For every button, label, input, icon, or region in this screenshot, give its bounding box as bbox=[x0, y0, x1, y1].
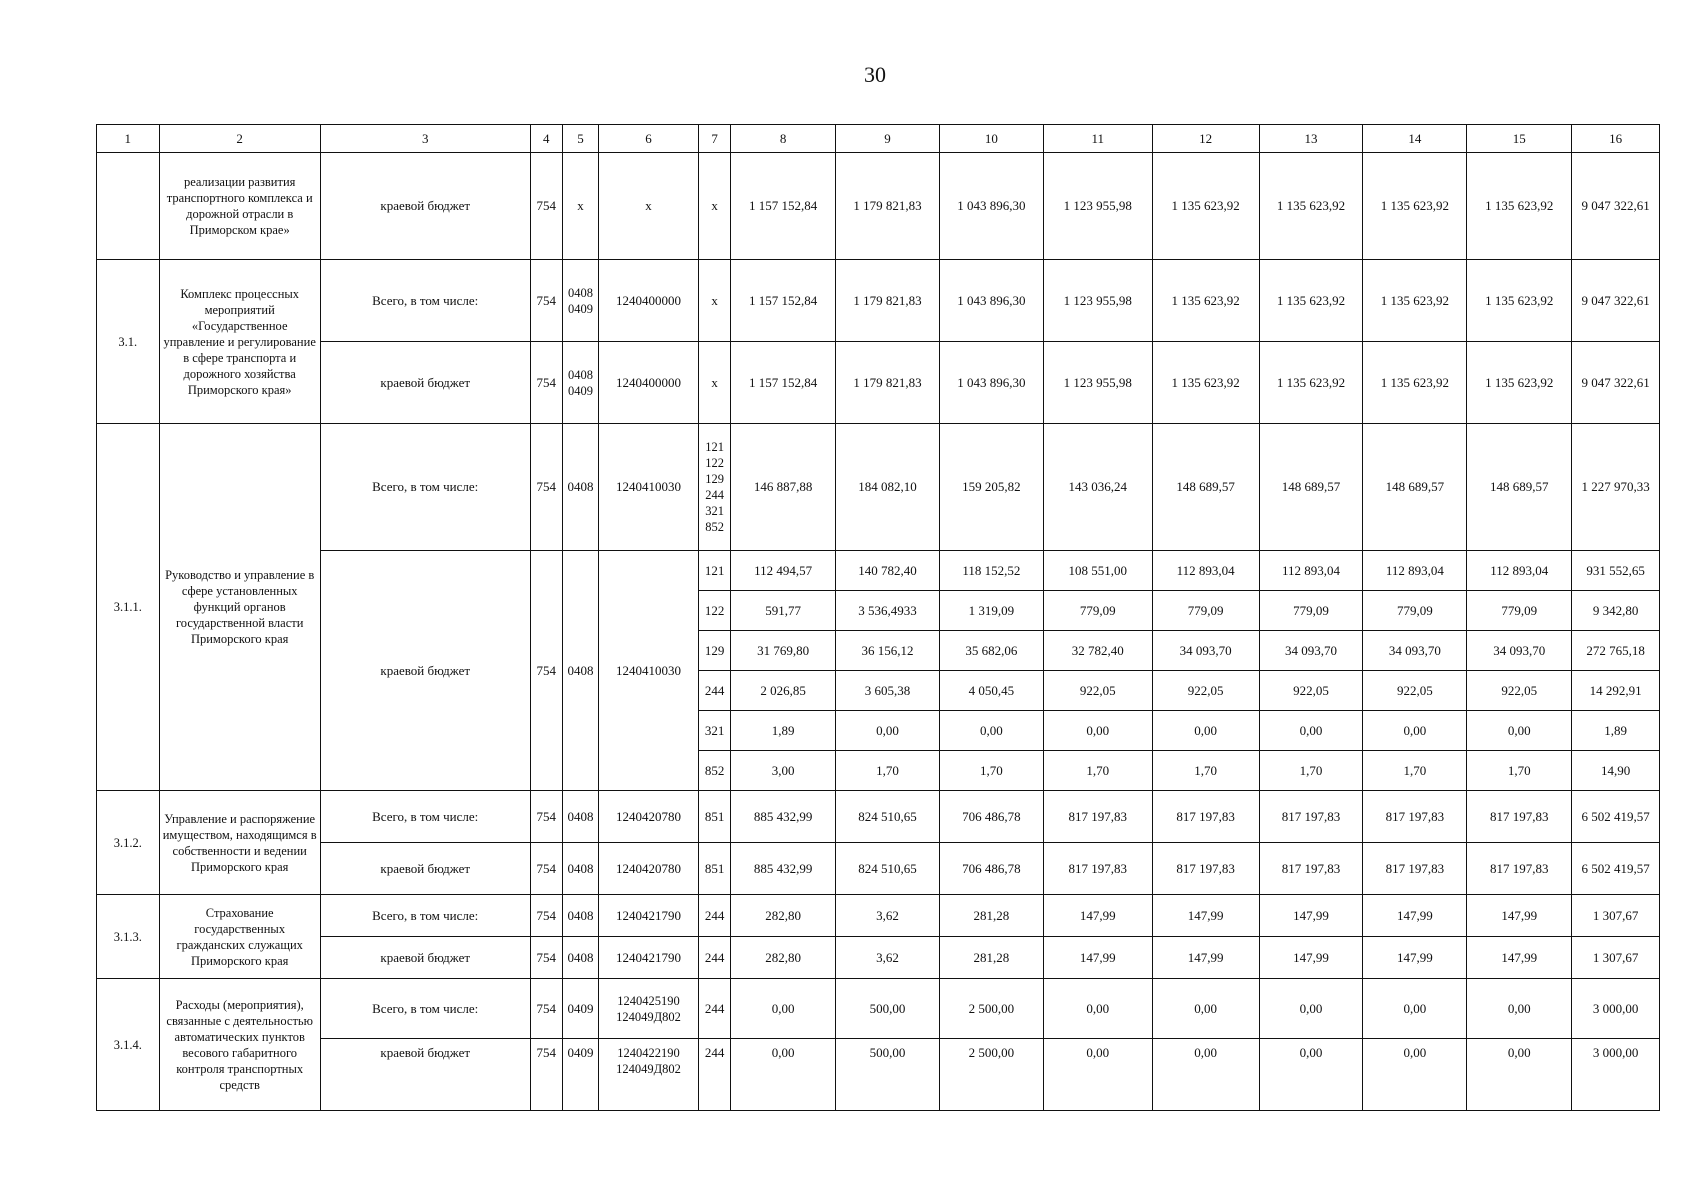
code-cell: 852 bbox=[698, 751, 730, 791]
value-cell: 817 197,83 bbox=[1467, 843, 1572, 895]
value-cell: 14,90 bbox=[1572, 751, 1660, 791]
funding-source: Всего, в том числе: bbox=[320, 424, 530, 551]
value-cell: 1 135 623,92 bbox=[1363, 342, 1467, 424]
funding-source: краевой бюджет bbox=[320, 153, 530, 260]
value-cell: 34 093,70 bbox=[1363, 631, 1467, 671]
value-cell: 1 319,09 bbox=[939, 591, 1043, 631]
value-cell: 0,00 bbox=[731, 979, 836, 1039]
code-cell: 121 bbox=[698, 551, 730, 591]
table-row bbox=[97, 895, 1660, 937]
table-row bbox=[97, 551, 1660, 591]
value-cell: 824 510,65 bbox=[836, 843, 940, 895]
value-cell: 0,00 bbox=[836, 711, 940, 751]
code-cell: 0408 bbox=[562, 424, 598, 551]
code-cell: 754 bbox=[530, 1039, 562, 1111]
header-cell: 7 bbox=[698, 125, 730, 153]
code-cell: 244 bbox=[698, 979, 730, 1039]
value-cell: 817 197,83 bbox=[1259, 791, 1363, 843]
code-cell: х bbox=[698, 260, 730, 342]
table-row bbox=[97, 260, 1660, 342]
header-cell: 14 bbox=[1363, 125, 1467, 153]
header-cell: 5 bbox=[562, 125, 598, 153]
value-cell: 0,00 bbox=[1152, 711, 1259, 751]
value-cell: 147,99 bbox=[1363, 895, 1467, 937]
value-cell: 118 152,52 bbox=[939, 551, 1043, 591]
value-cell: 1 135 623,92 bbox=[1467, 260, 1572, 342]
value-cell: 147,99 bbox=[1259, 937, 1363, 979]
code-cell: х bbox=[599, 153, 699, 260]
value-cell: 4 050,45 bbox=[939, 671, 1043, 711]
value-cell: 3 000,00 bbox=[1572, 1039, 1660, 1111]
value-cell: 0,00 bbox=[1152, 979, 1259, 1039]
value-cell: 1 135 623,92 bbox=[1259, 260, 1363, 342]
value-cell: 779,09 bbox=[1152, 591, 1259, 631]
program-name: Комплекс процессных мероприятий «Государственное управление и регулирование в сфере транспорта и дорожного хозяйства Приморского края» bbox=[159, 260, 320, 424]
code-cell: 754 bbox=[530, 895, 562, 937]
funding-source: краевой бюджет bbox=[320, 342, 530, 424]
value-cell: 2 500,00 bbox=[939, 1039, 1043, 1111]
code-cell: х bbox=[698, 342, 730, 424]
value-cell: 922,05 bbox=[1259, 671, 1363, 711]
value-cell: 1 043 896,30 bbox=[939, 342, 1043, 424]
value-cell: 1 307,67 bbox=[1572, 895, 1660, 937]
value-cell: 0,00 bbox=[1363, 711, 1467, 751]
value-cell: 1,89 bbox=[1572, 711, 1660, 751]
row-index: 3.1.3. bbox=[97, 895, 160, 979]
table-row bbox=[97, 979, 1660, 1039]
value-cell: 824 510,65 bbox=[836, 791, 940, 843]
value-cell: 922,05 bbox=[1363, 671, 1467, 711]
value-cell: 1 135 623,92 bbox=[1152, 260, 1259, 342]
table-row bbox=[97, 937, 1660, 979]
value-cell: 817 197,83 bbox=[1363, 791, 1467, 843]
code-cell: 1240400000 bbox=[599, 342, 699, 424]
value-cell: 500,00 bbox=[836, 1039, 940, 1111]
value-cell: 9 047 322,61 bbox=[1572, 260, 1660, 342]
header-row bbox=[97, 125, 1660, 153]
value-cell: 817 197,83 bbox=[1467, 791, 1572, 843]
value-cell: 112 893,04 bbox=[1259, 551, 1363, 591]
code-cell: 754 bbox=[530, 551, 562, 791]
value-cell: 14 292,91 bbox=[1572, 671, 1660, 711]
code-cell: 1240425190 124049Д802 bbox=[599, 979, 699, 1039]
value-cell: 922,05 bbox=[1043, 671, 1152, 711]
value-cell: 1 135 623,92 bbox=[1152, 342, 1259, 424]
value-cell: 817 197,83 bbox=[1043, 791, 1152, 843]
value-cell: 931 552,65 bbox=[1572, 551, 1660, 591]
value-cell: 1 179 821,83 bbox=[836, 342, 940, 424]
value-cell: 1 135 623,92 bbox=[1363, 260, 1467, 342]
code-cell: 1240421790 bbox=[599, 937, 699, 979]
program-name: Руководство и управление в сфере установленных функций органов государственной власти Приморского края bbox=[159, 424, 320, 791]
funding-source: краевой бюджет bbox=[320, 1039, 530, 1111]
value-cell: 3 536,4933 bbox=[836, 591, 940, 631]
code-cell: 851 bbox=[698, 843, 730, 895]
value-cell: 0,00 bbox=[939, 711, 1043, 751]
value-cell: 3,62 bbox=[836, 895, 940, 937]
value-cell: 1,70 bbox=[1259, 751, 1363, 791]
code-cell: 754 bbox=[530, 937, 562, 979]
value-cell: 147,99 bbox=[1467, 937, 1572, 979]
value-cell: 1,70 bbox=[1152, 751, 1259, 791]
header-cell: 8 bbox=[731, 125, 836, 153]
value-cell: 147,99 bbox=[1043, 937, 1152, 979]
page-number: 30 bbox=[864, 62, 886, 87]
value-cell: 922,05 bbox=[1467, 671, 1572, 711]
value-cell: 706 486,78 bbox=[939, 791, 1043, 843]
value-cell: 1 135 623,92 bbox=[1259, 153, 1363, 260]
funding-source: Всего, в том числе: bbox=[320, 979, 530, 1039]
value-cell: 3 605,38 bbox=[836, 671, 940, 711]
code-cell: 1240422190 124049Д802 bbox=[599, 1039, 699, 1111]
value-cell: 1,70 bbox=[836, 751, 940, 791]
header-cell: 3 bbox=[320, 125, 530, 153]
code-cell: 1240420780 bbox=[599, 791, 699, 843]
value-cell: 31 769,80 bbox=[731, 631, 836, 671]
value-cell: 148 689,57 bbox=[1259, 424, 1363, 551]
code-cell: 754 bbox=[530, 153, 562, 260]
value-cell: 1 307,67 bbox=[1572, 937, 1660, 979]
value-cell: 0,00 bbox=[1152, 1039, 1259, 1111]
value-cell: 1 179 821,83 bbox=[836, 153, 940, 260]
code-cell: 0408 bbox=[562, 937, 598, 979]
value-cell: 9 342,80 bbox=[1572, 591, 1660, 631]
value-cell: 6 502 419,57 bbox=[1572, 843, 1660, 895]
table-row bbox=[97, 843, 1660, 895]
value-cell: 112 893,04 bbox=[1152, 551, 1259, 591]
value-cell: 817 197,83 bbox=[1152, 791, 1259, 843]
table-row bbox=[97, 424, 1660, 551]
value-cell: 112 494,57 bbox=[731, 551, 836, 591]
value-cell: 143 036,24 bbox=[1043, 424, 1152, 551]
value-cell: 0,00 bbox=[1467, 1039, 1572, 1111]
code-cell: 244 bbox=[698, 895, 730, 937]
value-cell: 272 765,18 bbox=[1572, 631, 1660, 671]
value-cell: 706 486,78 bbox=[939, 843, 1043, 895]
funding-source: Всего, в том числе: bbox=[320, 260, 530, 342]
value-cell: 817 197,83 bbox=[1152, 843, 1259, 895]
value-cell: 0,00 bbox=[1467, 711, 1572, 751]
code-cell: 244 bbox=[698, 1039, 730, 1111]
code-cell: 754 bbox=[530, 424, 562, 551]
code-cell: 754 bbox=[530, 260, 562, 342]
value-cell: 282,80 bbox=[731, 895, 836, 937]
code-cell: 0408 bbox=[562, 895, 598, 937]
value-cell: 1,89 bbox=[731, 711, 836, 751]
program-name: реализации развития транспортного комплекса и дорожной отрасли в Приморском крае» bbox=[159, 153, 320, 260]
value-cell: 0,00 bbox=[1043, 1039, 1152, 1111]
code-cell: 754 bbox=[530, 979, 562, 1039]
value-cell: 779,09 bbox=[1259, 591, 1363, 631]
code-cell: 129 bbox=[698, 631, 730, 671]
value-cell: 1,70 bbox=[939, 751, 1043, 791]
code-cell: 0409 bbox=[562, 1039, 598, 1111]
value-cell: 0,00 bbox=[1043, 979, 1152, 1039]
value-cell: 817 197,83 bbox=[1043, 843, 1152, 895]
value-cell: 148 689,57 bbox=[1152, 424, 1259, 551]
value-cell: 0,00 bbox=[1259, 1039, 1363, 1111]
value-cell: 0,00 bbox=[1043, 711, 1152, 751]
value-cell: 779,09 bbox=[1467, 591, 1572, 631]
value-cell: 281,28 bbox=[939, 895, 1043, 937]
value-cell: 1 135 623,92 bbox=[1467, 153, 1572, 260]
code-cell: 122 bbox=[698, 591, 730, 631]
value-cell: 1 157 152,84 bbox=[731, 342, 836, 424]
code-cell: 754 bbox=[530, 342, 562, 424]
value-cell: 2 026,85 bbox=[731, 671, 836, 711]
value-cell: 34 093,70 bbox=[1467, 631, 1572, 671]
value-cell: 9 047 322,61 bbox=[1572, 342, 1660, 424]
value-cell: 885 432,99 bbox=[731, 791, 836, 843]
code-cell: 121 122 129 244 321 852 bbox=[698, 424, 730, 551]
code-cell: 1240400000 bbox=[599, 260, 699, 342]
value-cell: 6 502 419,57 bbox=[1572, 791, 1660, 843]
table-row bbox=[97, 153, 1660, 260]
value-cell: 1 157 152,84 bbox=[731, 153, 836, 260]
value-cell: 148 689,57 bbox=[1363, 424, 1467, 551]
value-cell: 817 197,83 bbox=[1259, 843, 1363, 895]
value-cell: 1 227 970,33 bbox=[1572, 424, 1660, 551]
code-cell: 244 bbox=[698, 937, 730, 979]
value-cell: 1 043 896,30 bbox=[939, 153, 1043, 260]
value-cell: 817 197,83 bbox=[1363, 843, 1467, 895]
code-cell: 321 bbox=[698, 711, 730, 751]
value-cell: 3,00 bbox=[731, 751, 836, 791]
funding-source: краевой бюджет bbox=[320, 551, 530, 791]
code-cell: 0408 bbox=[562, 551, 598, 791]
code-cell: 0408 0409 bbox=[562, 342, 598, 424]
code-cell: 0408 bbox=[562, 791, 598, 843]
value-cell: 34 093,70 bbox=[1259, 631, 1363, 671]
value-cell: 35 682,06 bbox=[939, 631, 1043, 671]
budget-table bbox=[96, 124, 1660, 1111]
value-cell: 1 043 896,30 bbox=[939, 260, 1043, 342]
code-cell: 1240410030 bbox=[599, 551, 699, 791]
value-cell: 32 782,40 bbox=[1043, 631, 1152, 671]
funding-source: Всего, в том числе: bbox=[320, 895, 530, 937]
code-cell: 754 bbox=[530, 791, 562, 843]
value-cell: 36 156,12 bbox=[836, 631, 940, 671]
value-cell: 1 123 955,98 bbox=[1043, 342, 1152, 424]
value-cell: 0,00 bbox=[731, 1039, 836, 1111]
code-cell: 1240420780 bbox=[599, 843, 699, 895]
value-cell: 148 689,57 bbox=[1467, 424, 1572, 551]
value-cell: 3 000,00 bbox=[1572, 979, 1660, 1039]
row-index: 3.1.1. bbox=[97, 424, 160, 791]
code-cell: х bbox=[562, 153, 598, 260]
header-cell: 2 bbox=[159, 125, 320, 153]
header-cell: 10 bbox=[939, 125, 1043, 153]
value-cell: 0,00 bbox=[1363, 1039, 1467, 1111]
value-cell: 147,99 bbox=[1152, 895, 1259, 937]
value-cell: 1,70 bbox=[1363, 751, 1467, 791]
code-cell: 0409 bbox=[562, 979, 598, 1039]
code-cell: 0408 0409 bbox=[562, 260, 598, 342]
value-cell: 159 205,82 bbox=[939, 424, 1043, 551]
header-cell: 4 bbox=[530, 125, 562, 153]
header-cell: 9 bbox=[836, 125, 940, 153]
value-cell: 281,28 bbox=[939, 937, 1043, 979]
funding-source: Всего, в том числе: bbox=[320, 791, 530, 843]
table-row bbox=[97, 342, 1660, 424]
value-cell: 282,80 bbox=[731, 937, 836, 979]
code-cell: 1240410030 bbox=[599, 424, 699, 551]
value-cell: 1 179 821,83 bbox=[836, 260, 940, 342]
value-cell: 1,70 bbox=[1467, 751, 1572, 791]
value-cell: 112 893,04 bbox=[1363, 551, 1467, 591]
value-cell: 1 135 623,92 bbox=[1467, 342, 1572, 424]
value-cell: 0,00 bbox=[1259, 711, 1363, 751]
row-index: 3.1. bbox=[97, 260, 160, 424]
row-index: 3.1.4. bbox=[97, 979, 160, 1111]
header-cell: 1 bbox=[97, 125, 160, 153]
value-cell: 147,99 bbox=[1363, 937, 1467, 979]
value-cell: 140 782,40 bbox=[836, 551, 940, 591]
value-cell: 591,77 bbox=[731, 591, 836, 631]
value-cell: 500,00 bbox=[836, 979, 940, 1039]
header-cell: 13 bbox=[1259, 125, 1363, 153]
value-cell: 1 123 955,98 bbox=[1043, 153, 1152, 260]
table-row bbox=[97, 791, 1660, 843]
program-name: Расходы (мероприятия), связанные с деятельностью автоматических пунктов весового габаритного контроля транспортных средств bbox=[159, 979, 320, 1111]
value-cell: 184 082,10 bbox=[836, 424, 940, 551]
table-row bbox=[97, 1039, 1660, 1111]
value-cell: 0,00 bbox=[1363, 979, 1467, 1039]
value-cell: 0,00 bbox=[1467, 979, 1572, 1039]
header-cell: 11 bbox=[1043, 125, 1152, 153]
header-cell: 6 bbox=[599, 125, 699, 153]
value-cell: 147,99 bbox=[1467, 895, 1572, 937]
index-cell bbox=[97, 153, 160, 260]
header-cell: 12 bbox=[1152, 125, 1259, 153]
code-cell: 0408 bbox=[562, 843, 598, 895]
value-cell: 1 135 623,92 bbox=[1152, 153, 1259, 260]
code-cell: 1240421790 bbox=[599, 895, 699, 937]
code-cell: 244 bbox=[698, 671, 730, 711]
value-cell: 779,09 bbox=[1043, 591, 1152, 631]
value-cell: 3,62 bbox=[836, 937, 940, 979]
value-cell: 34 093,70 bbox=[1152, 631, 1259, 671]
header-cell: 15 bbox=[1467, 125, 1572, 153]
funding-source: краевой бюджет bbox=[320, 937, 530, 979]
value-cell: 885 432,99 bbox=[731, 843, 836, 895]
row-index: 3.1.2. bbox=[97, 791, 160, 895]
code-cell: 754 bbox=[530, 843, 562, 895]
value-cell: 1 123 955,98 bbox=[1043, 260, 1152, 342]
value-cell: 1 157 152,84 bbox=[731, 260, 836, 342]
header-cell: 16 bbox=[1572, 125, 1660, 153]
value-cell: 147,99 bbox=[1043, 895, 1152, 937]
value-cell: 9 047 322,61 bbox=[1572, 153, 1660, 260]
value-cell: 779,09 bbox=[1363, 591, 1467, 631]
value-cell: 2 500,00 bbox=[939, 979, 1043, 1039]
value-cell: 147,99 bbox=[1259, 895, 1363, 937]
program-name: Страхование государственных гражданских служащих Приморского края bbox=[159, 895, 320, 979]
value-cell: 108 551,00 bbox=[1043, 551, 1152, 591]
value-cell: 112 893,04 bbox=[1467, 551, 1572, 591]
value-cell: 922,05 bbox=[1152, 671, 1259, 711]
program-name: Управление и распоряжение имуществом, находящимся в собственности и ведении Приморского края bbox=[159, 791, 320, 895]
value-cell: 146 887,88 bbox=[731, 424, 836, 551]
value-cell: 1 135 623,92 bbox=[1363, 153, 1467, 260]
value-cell: 0,00 bbox=[1259, 979, 1363, 1039]
code-cell: 851 bbox=[698, 791, 730, 843]
code-cell: х bbox=[698, 153, 730, 260]
value-cell: 1 135 623,92 bbox=[1259, 342, 1363, 424]
value-cell: 1,70 bbox=[1043, 751, 1152, 791]
value-cell: 147,99 bbox=[1152, 937, 1259, 979]
funding-source: краевой бюджет bbox=[320, 843, 530, 895]
